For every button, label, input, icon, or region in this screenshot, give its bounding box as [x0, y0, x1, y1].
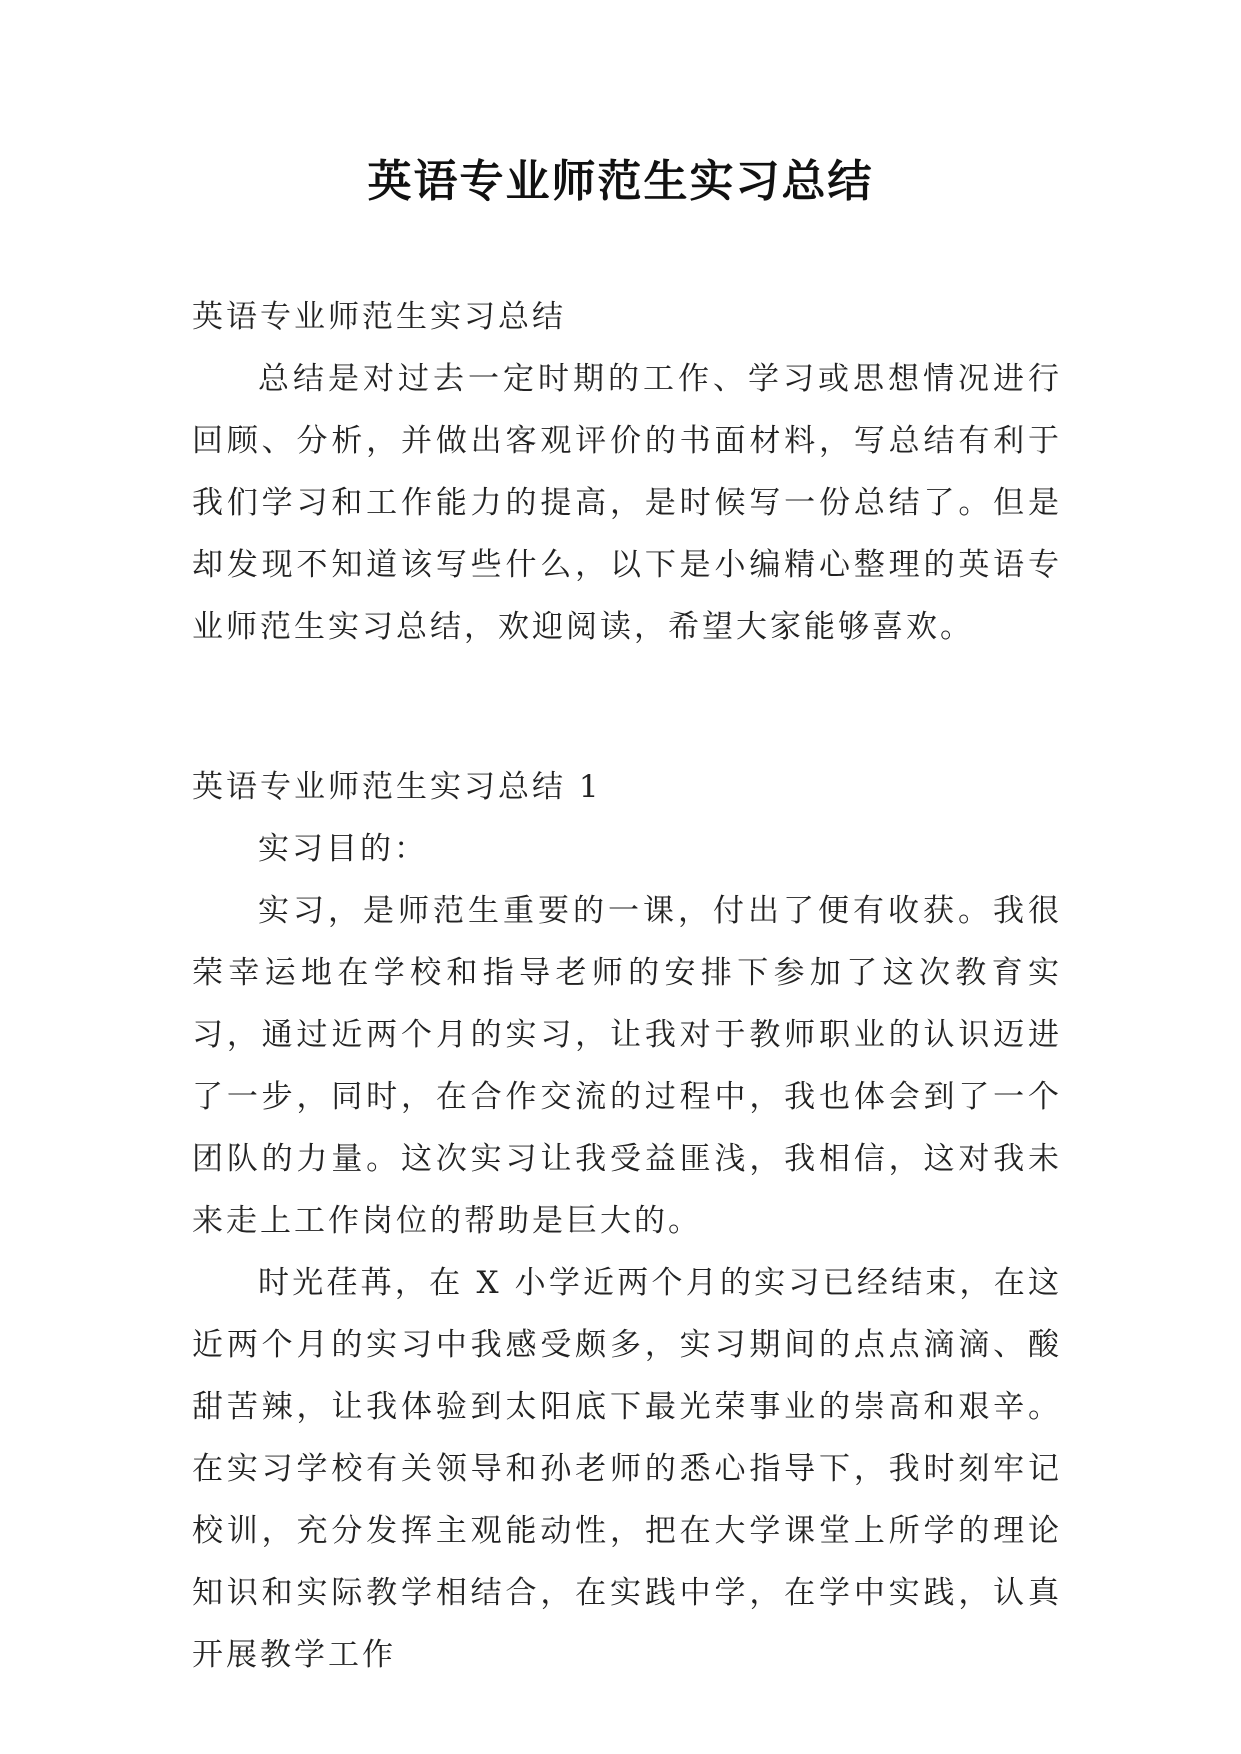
section-1-heading-paragraph: 实习目的：: [258, 831, 428, 867]
intro-section: [192, 348, 1062, 658]
section-1-paragraph: 时光荏苒，在 X 小学近两个月的实习已经结束，在这近两个月的实习中我感受颇多，实习期间的点点滴滴、酸甜苦辣，让我体验到太阳底下最光荣事业的崇高和艰辛。在实习学校有关领导和孙老师的悉心指导下，我时刻牢记校训，充分发挥主观能动性，把在大学课堂上所学的理论知识和实际教学相结合，在实践中学，在学中实践，认真开展教学工作: [192, 1265, 1062, 1673]
intro-subtitle: 英语专业师范生实习总结: [192, 299, 566, 335]
section-1: [192, 818, 1062, 1686]
intro-paragraph: 总结是对过去一定时期的工作、学习或思想情况进行回顾、分析，并做出客观评价的书面材料，写总结有利于我们学习和工作能力的提高，是时候写一份总结了。但是却发现不知道该写些什么，以下是小编精心整理的英语专业师范生实习总结，欢迎阅读，希望大家能够喜欢。: [192, 361, 1062, 645]
document-title: 英语专业师范生实习总结: [367, 156, 874, 207]
section-1-subtitle: 英语专业师范生实习总结 1: [192, 769, 602, 805]
section-1-paragraph: 实习，是师范生重要的一课，付出了便有收获。我很荣幸运地在学校和指导老师的安排下参加了这次教育实习，通过近两个月的实习，让我对于教师职业的认识迈进了一步，同时，在合作交流的过程中，我也体会到了一个团队的力量。这次实习让我受益匪浅，我相信，这对我未来走上工作岗位的帮助是巨大的。: [192, 893, 1062, 1239]
